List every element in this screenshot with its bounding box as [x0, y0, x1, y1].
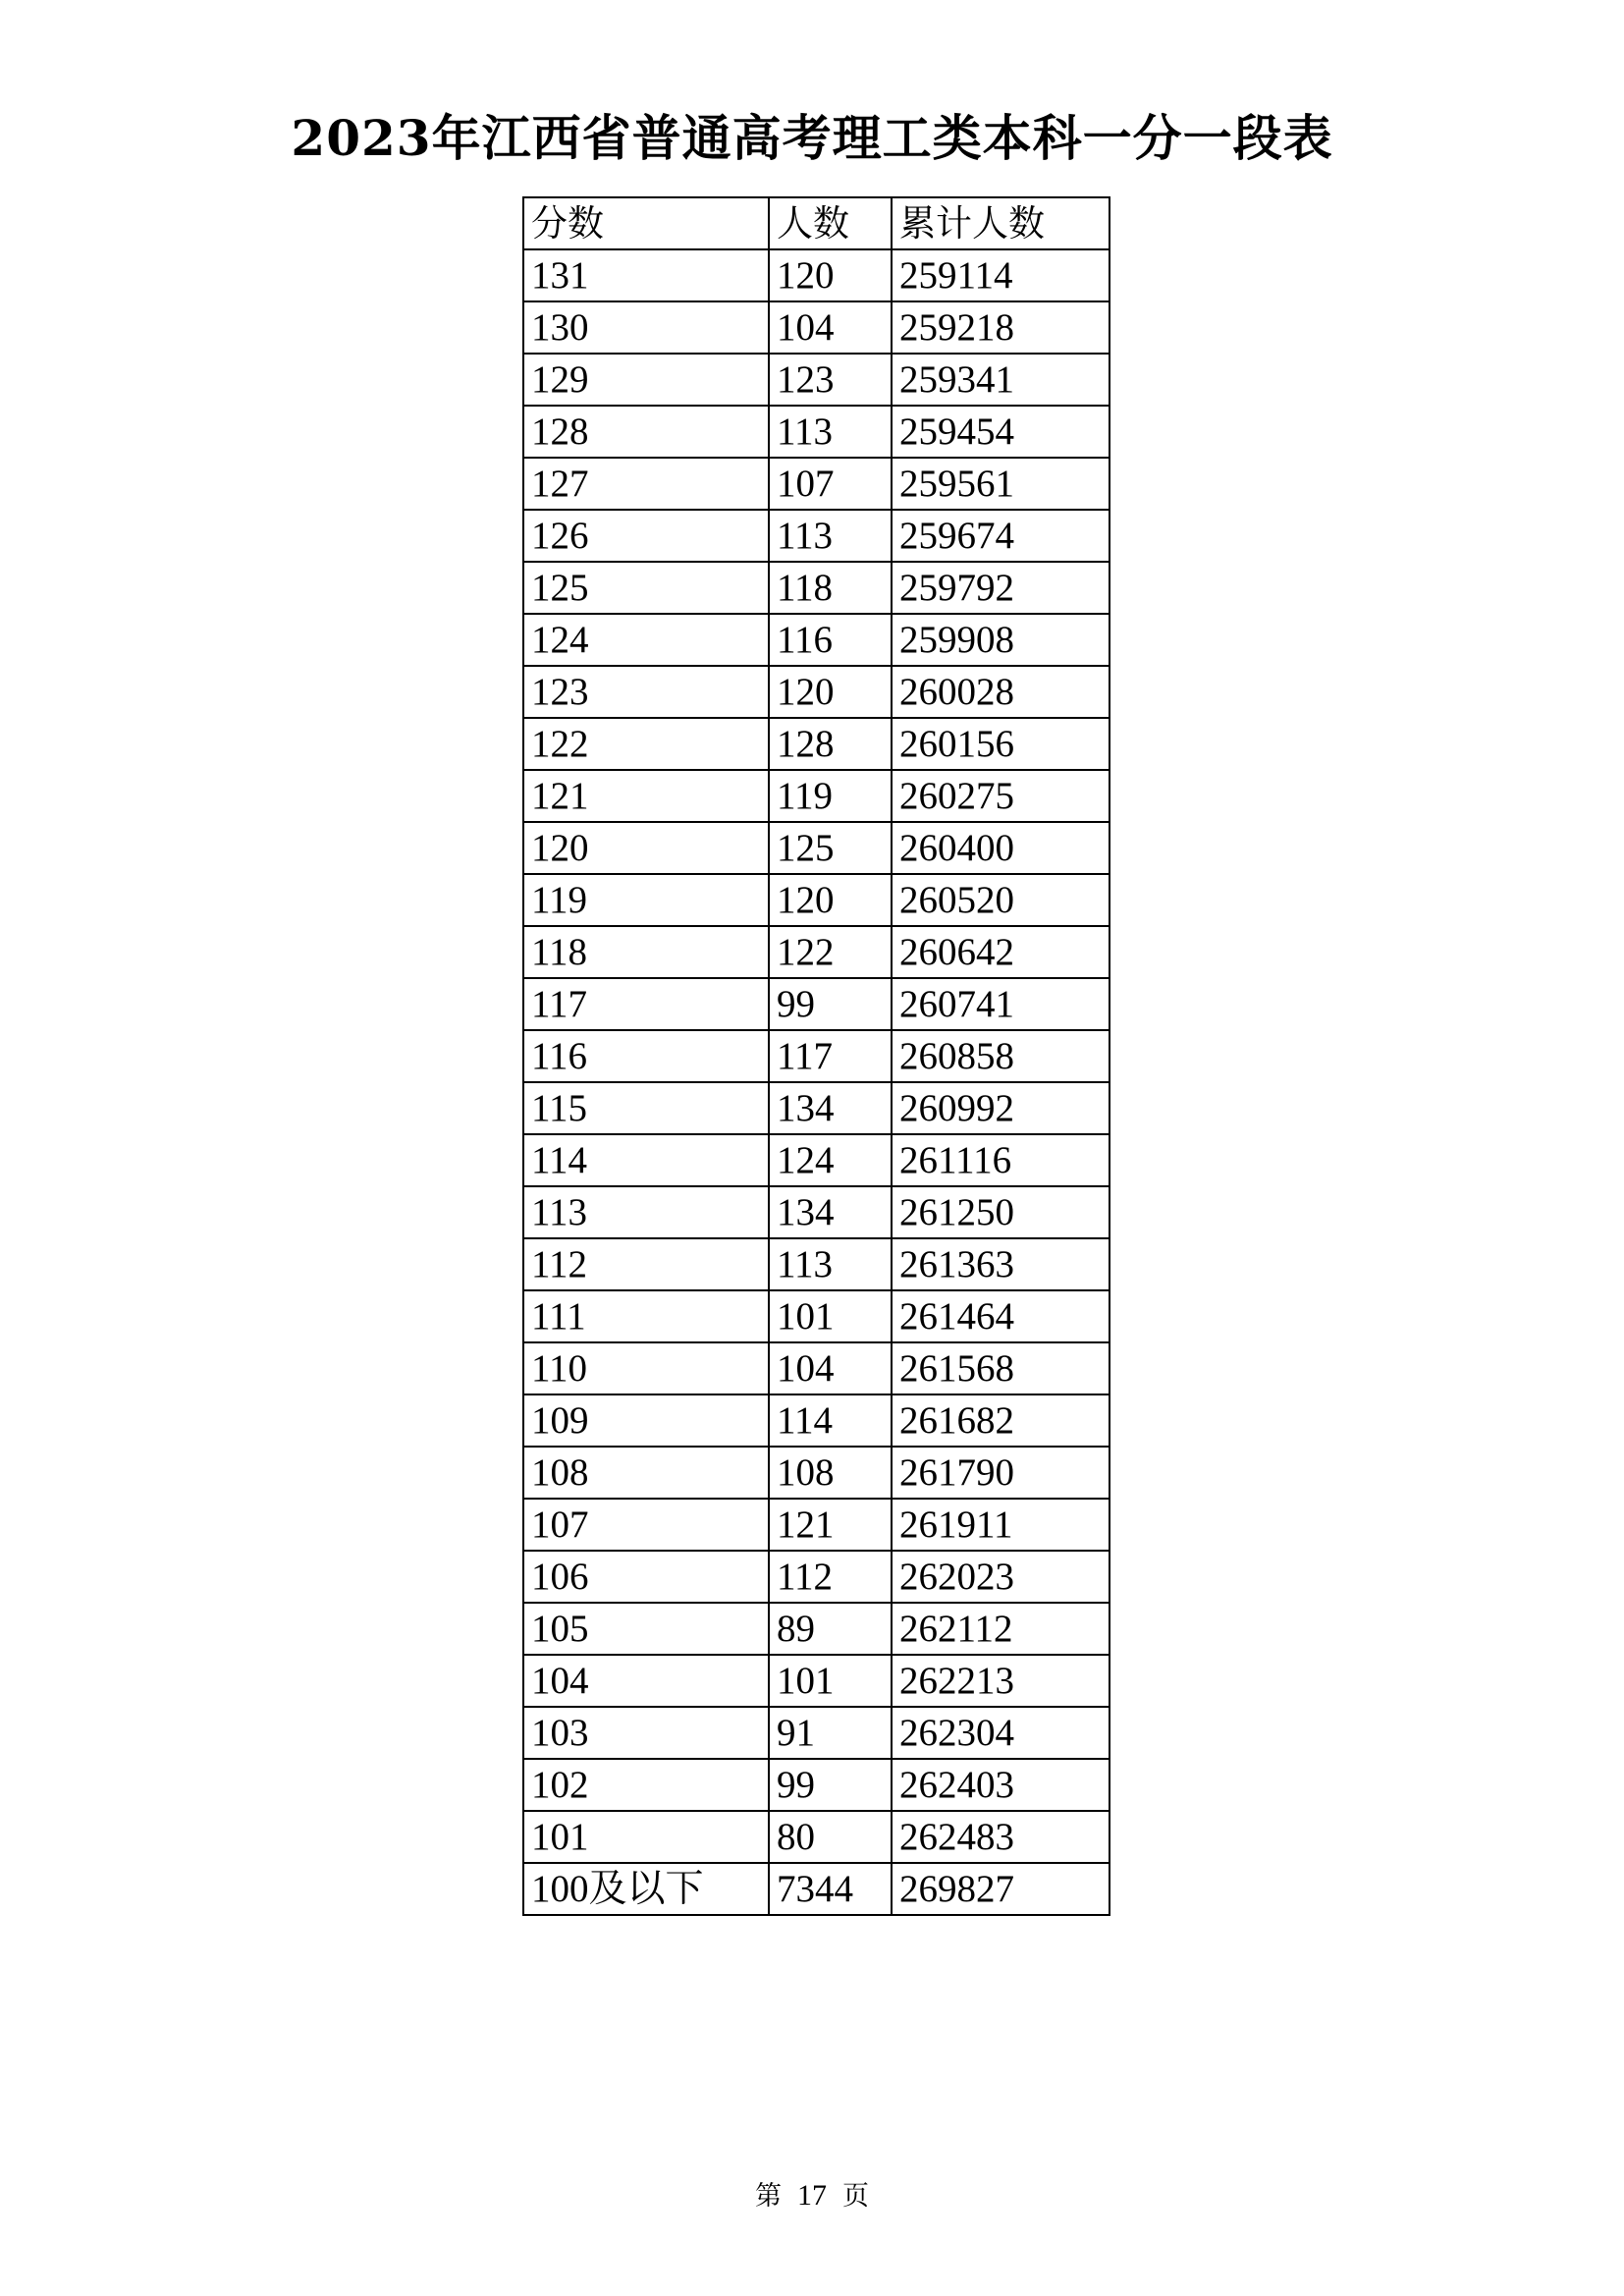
- footer-suffix: 页: [842, 2181, 869, 2212]
- table-row: [523, 1082, 1110, 1134]
- column-header-score: 分数: [523, 197, 769, 249]
- cell-score: 120: [523, 822, 769, 874]
- cell-count: 113: [769, 1238, 892, 1290]
- table-row: [523, 1499, 1110, 1551]
- score-distribution-table: [522, 196, 1110, 1916]
- cell-score: 114: [523, 1134, 769, 1186]
- cell-cumulative: 261790: [892, 1447, 1110, 1499]
- table-row: [523, 1030, 1110, 1082]
- table-row: [523, 458, 1110, 510]
- cell-count: 116: [769, 614, 892, 666]
- cell-cumulative: 260028: [892, 666, 1110, 718]
- cell-score: 117: [523, 978, 769, 1030]
- table-row: [523, 1447, 1110, 1499]
- cell-score: 105: [523, 1603, 769, 1655]
- cell-score: 127: [523, 458, 769, 510]
- table-row: [523, 874, 1110, 926]
- cell-cumulative: 261250: [892, 1186, 1110, 1238]
- page-footer: [0, 2178, 1624, 2214]
- cell-cumulative: 260992: [892, 1082, 1110, 1134]
- table-row: [523, 354, 1110, 406]
- table-row: [523, 1863, 1110, 1915]
- cell-count: 99: [769, 1759, 892, 1811]
- cell-cumulative: 261682: [892, 1394, 1110, 1447]
- table-row: [523, 718, 1110, 770]
- cell-cumulative: 261116: [892, 1134, 1110, 1186]
- cell-count: 104: [769, 301, 892, 354]
- cell-score: 111: [523, 1290, 769, 1342]
- cell-count: 113: [769, 510, 892, 562]
- cell-score: 110: [523, 1342, 769, 1394]
- table-row: [523, 1551, 1110, 1603]
- column-header-count: 人数: [769, 197, 892, 249]
- cell-score: 122: [523, 718, 769, 770]
- cell-score: 119: [523, 874, 769, 926]
- cell-count: 120: [769, 874, 892, 926]
- cell-score: 100及以下: [523, 1863, 769, 1915]
- cell-count: 80: [769, 1811, 892, 1863]
- cell-score: 121: [523, 770, 769, 822]
- table-row: [523, 1186, 1110, 1238]
- cell-count: 91: [769, 1707, 892, 1759]
- cell-count: 113: [769, 406, 892, 458]
- table-row: [523, 770, 1110, 822]
- table-row: [523, 1707, 1110, 1759]
- table-row: [523, 614, 1110, 666]
- cell-count: 101: [769, 1290, 892, 1342]
- column-header-cumulative: 累计人数: [892, 197, 1110, 249]
- cell-cumulative: 260400: [892, 822, 1110, 874]
- cell-count: 128: [769, 718, 892, 770]
- cell-count: 112: [769, 1551, 892, 1603]
- table-row: [523, 249, 1110, 301]
- cell-cumulative: 260156: [892, 718, 1110, 770]
- cell-cumulative: 259908: [892, 614, 1110, 666]
- table-row: [523, 926, 1110, 978]
- cell-score: 101: [523, 1811, 769, 1863]
- cell-cumulative: 261363: [892, 1238, 1110, 1290]
- table-row: [523, 1238, 1110, 1290]
- cell-score: 104: [523, 1655, 769, 1707]
- cell-count: 119: [769, 770, 892, 822]
- cell-cumulative: 259674: [892, 510, 1110, 562]
- cell-count: 118: [769, 562, 892, 614]
- cell-cumulative: 260275: [892, 770, 1110, 822]
- table-row: [523, 406, 1110, 458]
- cell-count: 101: [769, 1655, 892, 1707]
- cell-score: 112: [523, 1238, 769, 1290]
- cell-score: 108: [523, 1447, 769, 1499]
- cell-score: 103: [523, 1707, 769, 1759]
- cell-count: 99: [769, 978, 892, 1030]
- cell-count: 120: [769, 249, 892, 301]
- cell-cumulative: 269827: [892, 1863, 1110, 1915]
- table-row: [523, 978, 1110, 1030]
- cell-count: 122: [769, 926, 892, 978]
- cell-count: 120: [769, 666, 892, 718]
- cell-cumulative: 260741: [892, 978, 1110, 1030]
- cell-cumulative: 260642: [892, 926, 1110, 978]
- cell-cumulative: 261568: [892, 1342, 1110, 1394]
- cell-score: 118: [523, 926, 769, 978]
- cell-cumulative: 260520: [892, 874, 1110, 926]
- cell-cumulative: 259454: [892, 406, 1110, 458]
- table-row: [523, 1655, 1110, 1707]
- cell-score: 116: [523, 1030, 769, 1082]
- cell-cumulative: 259341: [892, 354, 1110, 406]
- cell-cumulative: 262023: [892, 1551, 1110, 1603]
- cell-count: 124: [769, 1134, 892, 1186]
- table-row: [523, 1290, 1110, 1342]
- cell-cumulative: 259561: [892, 458, 1110, 510]
- cell-score: 125: [523, 562, 769, 614]
- cell-cumulative: 262213: [892, 1655, 1110, 1707]
- cell-cumulative: 261911: [892, 1499, 1110, 1551]
- cell-count: 123: [769, 354, 892, 406]
- cell-score: 131: [523, 249, 769, 301]
- table-row: [523, 666, 1110, 718]
- cell-cumulative: 259218: [892, 301, 1110, 354]
- cell-score: 109: [523, 1394, 769, 1447]
- cell-score: 107: [523, 1499, 769, 1551]
- cell-score: 115: [523, 1082, 769, 1134]
- cell-count: 114: [769, 1394, 892, 1447]
- table-row: [523, 1342, 1110, 1394]
- cell-score: 113: [523, 1186, 769, 1238]
- cell-score: 128: [523, 406, 769, 458]
- table-row: [523, 510, 1110, 562]
- table-row: [523, 1603, 1110, 1655]
- cell-count: 108: [769, 1447, 892, 1499]
- table-row: [523, 1134, 1110, 1186]
- cell-cumulative: 259792: [892, 562, 1110, 614]
- cell-score: 102: [523, 1759, 769, 1811]
- table-row: [523, 562, 1110, 614]
- cell-cumulative: 261464: [892, 1290, 1110, 1342]
- cell-cumulative: 262112: [892, 1603, 1110, 1655]
- cell-cumulative: 262483: [892, 1811, 1110, 1863]
- cell-cumulative: 259114: [892, 249, 1110, 301]
- table-row: [523, 301, 1110, 354]
- table-header-row: [523, 197, 1110, 249]
- cell-count: 125: [769, 822, 892, 874]
- page-title: 2023年江西省普通高考理工类本科一分一段表: [291, 109, 1333, 167]
- cell-cumulative: 262304: [892, 1707, 1110, 1759]
- cell-score: 123: [523, 666, 769, 718]
- cell-cumulative: 262403: [892, 1759, 1110, 1811]
- cell-score: 126: [523, 510, 769, 562]
- cell-count: 117: [769, 1030, 892, 1082]
- table-row: [523, 1759, 1110, 1811]
- table-body: [523, 249, 1110, 1915]
- page-number: 17: [797, 2179, 827, 2212]
- cell-cumulative: 260858: [892, 1030, 1110, 1082]
- cell-count: 121: [769, 1499, 892, 1551]
- cell-score: 124: [523, 614, 769, 666]
- cell-score: 130: [523, 301, 769, 354]
- cell-count: 134: [769, 1082, 892, 1134]
- cell-count: 7344: [769, 1863, 892, 1915]
- footer-prefix: 第: [755, 2181, 782, 2212]
- cell-count: 107: [769, 458, 892, 510]
- table-row: [523, 1394, 1110, 1447]
- cell-score: 129: [523, 354, 769, 406]
- cell-count: 104: [769, 1342, 892, 1394]
- cell-count: 134: [769, 1186, 892, 1238]
- table-row: [523, 822, 1110, 874]
- cell-count: 89: [769, 1603, 892, 1655]
- cell-score: 106: [523, 1551, 769, 1603]
- table-row: [523, 1811, 1110, 1863]
